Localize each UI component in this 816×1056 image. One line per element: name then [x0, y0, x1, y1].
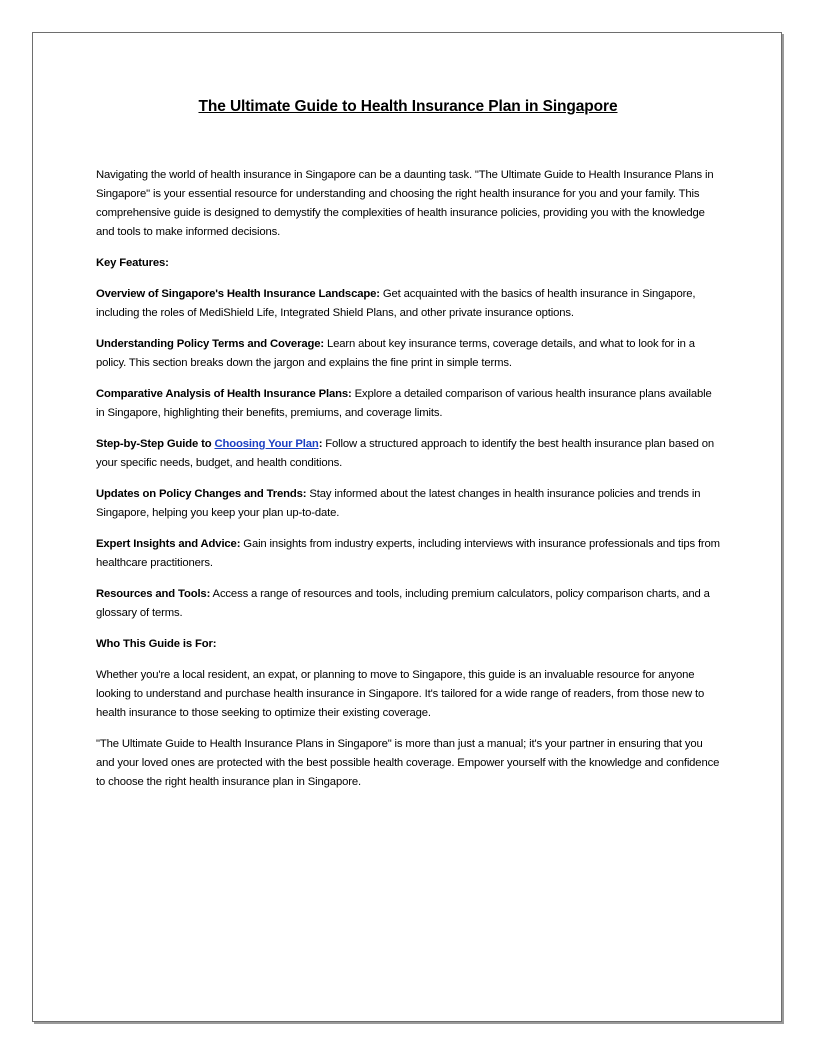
feature-title: Overview of Singapore's Health Insurance Landscape: — [96, 288, 380, 300]
feature-title: Updates on Policy Changes and Trends: — [96, 488, 307, 500]
feature-item-expert-insights — [96, 535, 722, 573]
feature-title-suffix: : — [318, 438, 323, 450]
feature-text: Gain insights from industry experts, including interviews with insurance professionals and tips from healthcare practitioners. — [96, 538, 720, 569]
feature-text: Stay informed about the latest changes in health insurance policies and trends in Singapore, helping you keep your plan up-to-date. — [96, 488, 701, 519]
feature-title: Expert Insights and Advice: — [96, 538, 241, 550]
feature-item-policy-terms — [96, 335, 722, 373]
document-body — [96, 166, 722, 804]
audience-paragraph: Whether you're a local resident, an expat, or planning to move to Singapore, this guide is an invaluable resource for anyone looking to understand and purchase health insurance in Singapore. It's tailored for a wide range of readers, from those new to health insurance to those seeking to optimize their existing coverage. — [96, 669, 705, 719]
feature-text: Learn about key insurance terms, coverage details, and what to look for in a policy. This section breaks down the jargon and explains the fine print in simple terms. — [96, 338, 695, 369]
feature-item-updates — [96, 485, 722, 523]
closing-paragraph: "The Ultimate Guide to Health Insurance Plans in Singapore" is more than just a manual; it's your partner in ensuring that you and your loved ones are protected with the best possible health coverage. Empower yourself with the knowledge and confidence to choose the right health insurance plan in Singapore. — [96, 738, 720, 788]
feature-title: Understanding Policy Terms and Coverage: — [96, 338, 324, 350]
key-features-heading: Key Features: — [96, 257, 169, 269]
feature-text: Explore a detailed comparison of various health insurance plans available in Singapore, highlighting their benefits, premiums, and coverage limits. — [96, 388, 712, 419]
feature-item-overview — [96, 285, 722, 323]
feature-item-resources — [96, 585, 722, 623]
feature-item-step-by-step — [96, 435, 722, 473]
feature-title-prefix: Step-by-Step Guide to — [96, 438, 215, 450]
page-title: The Ultimate Guide to Health Insurance Plan in Singapore — [198, 98, 618, 115]
choosing-your-plan-link[interactable]: Choosing Your Plan — [214, 438, 319, 450]
feature-text: Follow a structured approach to identify the best health insurance plan based on your specific needs, budget, and health conditions. — [96, 438, 714, 469]
audience-heading: Who This Guide is For: — [96, 638, 217, 650]
feature-item-comparative-analysis — [96, 385, 722, 423]
feature-text: Get acquainted with the basics of health insurance in Singapore, including the roles of MediShield Life, Integrated Shield Plans, and other private insurance options. — [96, 288, 696, 319]
feature-title: Resources and Tools: — [96, 588, 211, 600]
feature-title: Comparative Analysis of Health Insurance Plans: — [96, 388, 352, 400]
feature-text: Access a range of resources and tools, including premium calculators, policy comparison charts, and a glossary of terms. — [96, 588, 710, 619]
intro-paragraph: Navigating the world of health insurance in Singapore can be a daunting task. "The Ultimate Guide to Health Insurance Plans in Singapore" is your essential resource for understanding and choosing the right health insurance for you and your family. This comprehensive guide is designed to demystify the complexities of health insurance policies, providing you with the knowledge and tools to make informed decisions. — [96, 169, 714, 238]
